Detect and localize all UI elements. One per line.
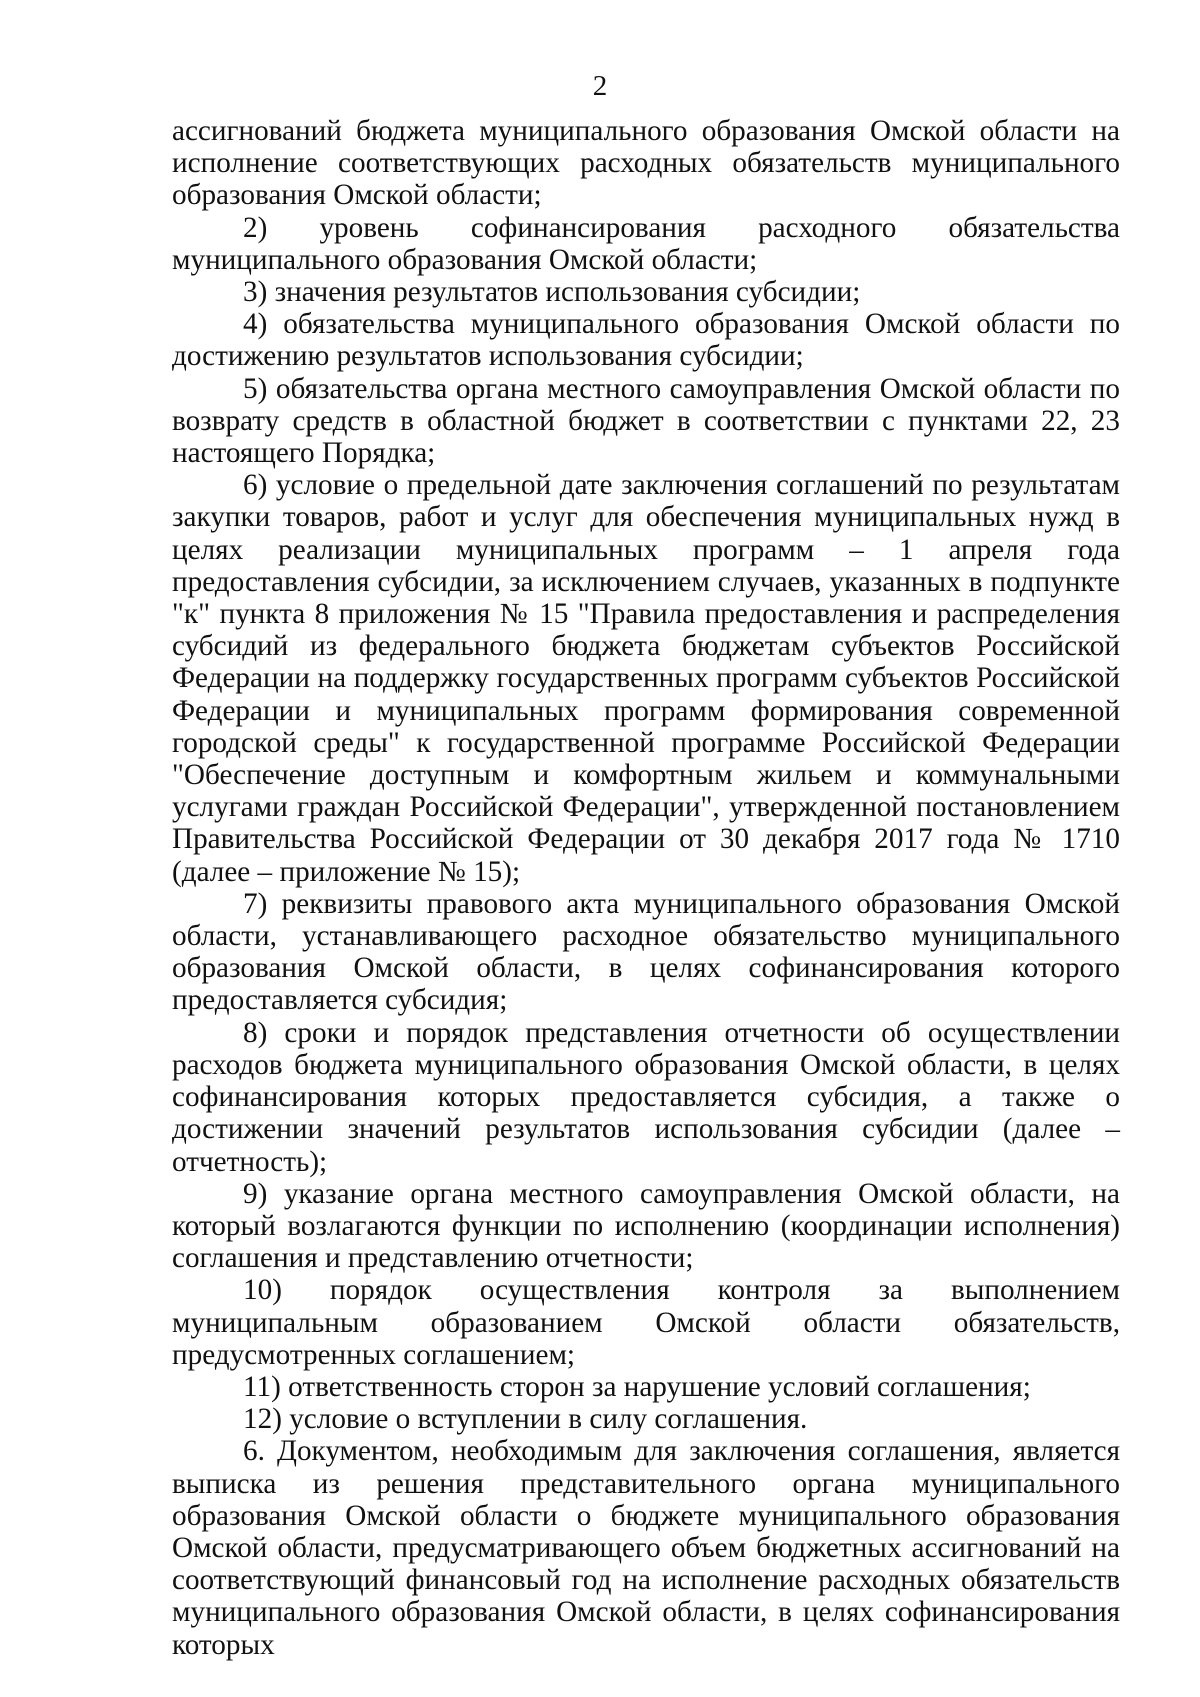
list-item-3: 3) значения результатов использования субсидии; xyxy=(243,276,861,309)
section-6-paragraph: 6. Документом, необходимым для заключения соглашения, является выписка из решения представительного органа муниципального образования Омской области о бюджете муниципального образования Омской области, предусматривающего объем бюджетных ассигнований на соответствующий финансовый год на исполнение расходных обязательств муниципального образования Омской области, в целях софинансирования которых xyxy=(172,1435,1120,1661)
list-item-4: 4) обязательства муниципального образования Омской области по достижению результатов использования субсидии; xyxy=(172,308,1120,373)
list-item-5: 5) обязательства органа местного самоуправления Омской области по возврату средств в областной бюджет в соответствии с пунктами 22, 23 настоящего Порядка; xyxy=(172,372,1120,470)
list-item-12: 12) условие о вступлении в силу соглашения. xyxy=(243,1403,808,1436)
list-item-8: 8) сроки и порядок представления отчетности об осуществлении расходов бюджета муниципального образования Омской области, в целях софинансирования которых предоставляется субсидия, а также о достижении значений результатов использования субсидии (далее – отчетность); xyxy=(172,1016,1120,1178)
page-number: 2 xyxy=(592,70,608,102)
list-item-10: 10) порядок осуществления контроля за выполнением муниципальным образованием Омской области обязательств, предусмотренных соглашением; xyxy=(172,1274,1120,1371)
list-item-2: 2) уровень софинансирования расходного обязательства муниципального образования Омской области; xyxy=(172,211,1120,276)
list-item-11: 11) ответственность сторон за нарушение условий соглашения; xyxy=(243,1370,1031,1403)
list-item-9: 9) указание органа местного самоуправления Омской области, на который возлагаются функции по исполнению (координации исполнения) соглашения и представлению отчетности; xyxy=(172,1177,1120,1275)
paragraph-continuation: ассигнований бюджета муниципального образования Омской области на исполнение соответствующих расходных обязательств муниципального образования Омской области; xyxy=(172,115,1120,212)
document-body xyxy=(172,115,1120,1661)
list-item-6: 6) условие о предельной дате заключения соглашений по результатам закупки товаров, работ и услуг для обеспечения муниципальных нужд в целях реализации муниципальных программ – 1 апреля года предоставления субсидии, за исключением случаев, указанных в подпункте "к" пункта 8 приложения № 15 "Правила предоставления и распределения субсидий из федерального бюджета бюджетам субъектов Российской Федерации на поддержку государственных программ субъектов Российской Федерации и муниципальных программ формирования современной городской среды" к государственной программе Российской Федерации "Обеспечение доступным и комфортным жильем и коммунальными услугами граждан Российской Федерации", утвержденной постановлением Правительства Российской Федерации от 30 декабря 2017 года № 1710 (далее – приложение № 15); xyxy=(172,469,1120,888)
list-item-7: 7) реквизиты правового акта муниципального образования Омской области, устанавливающего расходное обязательство муниципального образования Омской области, в целях софинансирования которого предоставляется субсидия; xyxy=(172,887,1120,1017)
